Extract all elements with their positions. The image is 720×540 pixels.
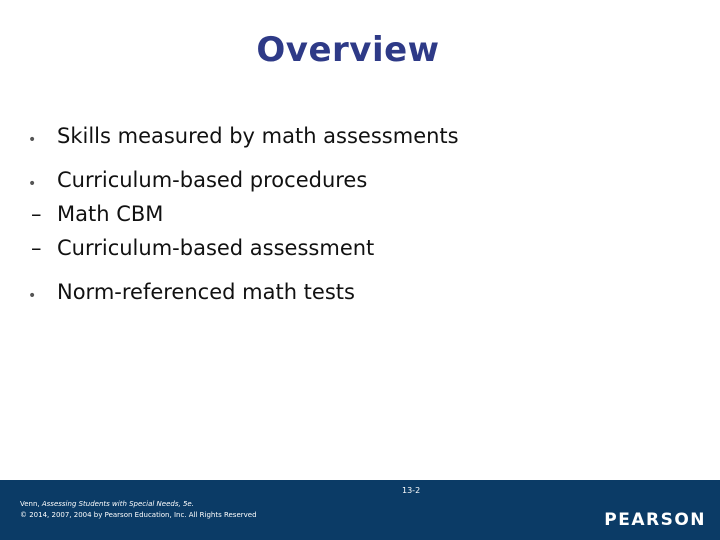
- copyright-line: © 2014, 2007, 2004 by Pearson Education, Inc. All Rights Reserved: [20, 511, 257, 519]
- bullet-dot-icon: •: [28, 288, 37, 304]
- sub-bullet-text: Curriculum-based assessment: [57, 236, 375, 260]
- dash-icon: –: [31, 202, 42, 226]
- slide-title: Overview: [256, 30, 440, 70]
- pearson-logo: PEARSON: [604, 510, 706, 530]
- citation-author: Venn,: [20, 500, 42, 508]
- bullet-dot-icon: •: [28, 132, 37, 148]
- page-number: 13-2: [402, 486, 421, 495]
- citation-title: Assessing Students with Special Needs, 5e.: [41, 500, 194, 508]
- footer-bar: [0, 480, 720, 540]
- dash-icon: –: [31, 236, 42, 260]
- footer-citation: [20, 499, 257, 521]
- bullet-text: Curriculum-based procedures: [57, 168, 368, 192]
- bullet-text: Norm-referenced math tests: [57, 280, 355, 304]
- bullet-text: Skills measured by math assessments: [57, 124, 459, 148]
- bullet-dot-icon: •: [28, 176, 37, 192]
- sub-bullet-text: Math CBM: [57, 202, 164, 226]
- citation-line: [20, 499, 257, 510]
